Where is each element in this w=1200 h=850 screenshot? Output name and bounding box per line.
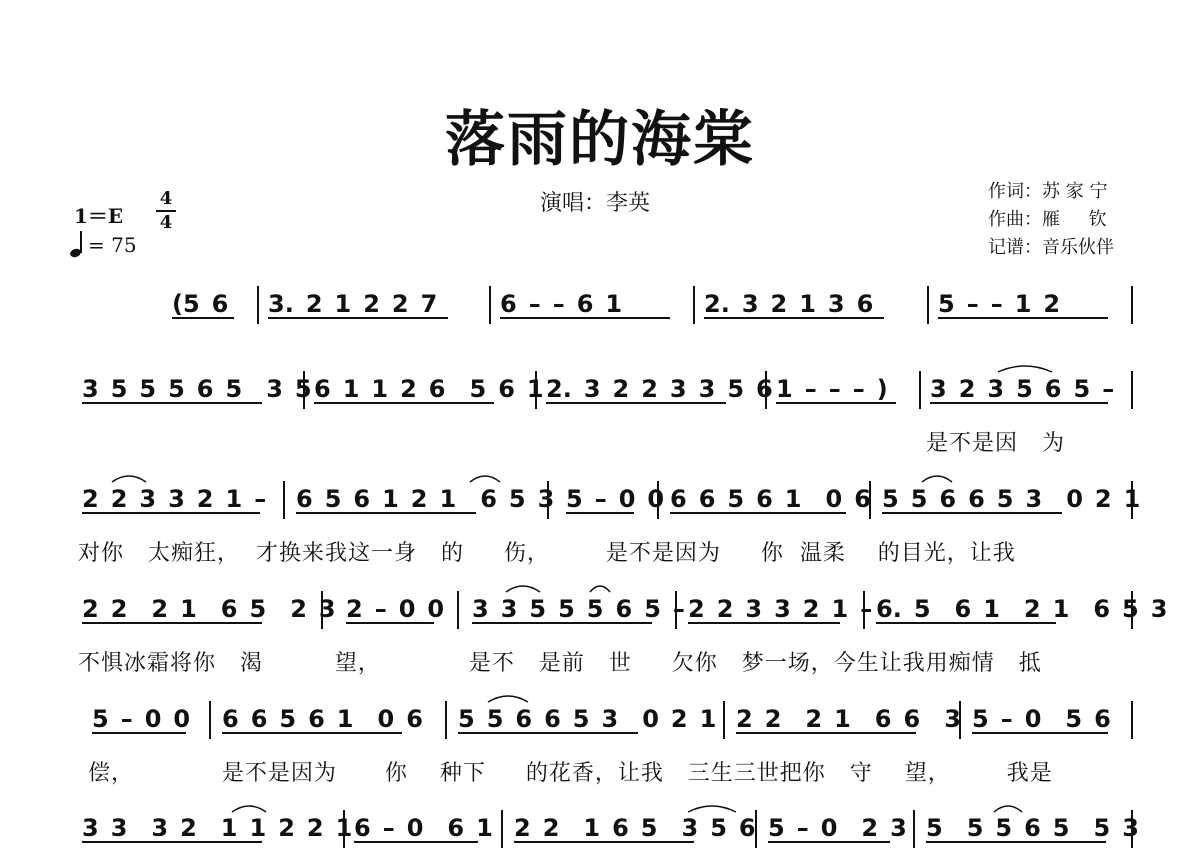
row4-measure-4: 2 2 3 3 2 1 – — [688, 595, 873, 623]
lyric-line-4: 不惧冰霜将你 渴 望， 是不 是前 世 欠你 梦一场，今生让我用痴情 抵 — [78, 651, 1042, 676]
slur-mark-7 — [488, 696, 528, 702]
row2-measure-5: 3 2 3 5 6 5 – — [930, 375, 1115, 403]
transcriber-credit: 记谱：音乐伙伴 — [988, 237, 1114, 258]
slur-mark-10 — [994, 806, 1022, 812]
tempo-value: = 75 — [88, 233, 137, 257]
row2-measure-1: 3 5 5 5 6 5 3 5 — [82, 375, 312, 403]
row1-measure-1: (5 6 — [172, 290, 229, 318]
row3-measure-4: 6 6 5 6 1 0 6 — [670, 485, 871, 513]
row4-measure-1: 2 2 2 1 6 5 2 3 — [82, 595, 336, 623]
lyric-line-5: 偿， 是不是因为 你 种下 的花香，让我 三生三世把你 守 望， 我是 — [88, 761, 1053, 786]
slur-mark-6 — [922, 476, 952, 482]
time-sig-bottom: 4 — [159, 212, 173, 233]
slur-mark-8 — [232, 806, 266, 812]
row4-measure-3: 3 3 5 5 5 6 5 – — [472, 595, 685, 623]
slur-mark-4 — [506, 586, 540, 592]
slur-mark-2 — [112, 476, 146, 482]
lyric-line-3: 对你 太痴狂， 才换来我这一身 的 伤， 是不是因为 你 温柔 的目光，让我 — [78, 541, 1016, 566]
row1-measure-5: 5 – – 1 2 — [938, 290, 1061, 318]
row5-measure-5: 5 – 0 5 6 — [972, 705, 1111, 733]
song-title: 落雨的海棠 — [445, 105, 755, 175]
slur-mark-1 — [998, 366, 1052, 372]
row1-measure-3: 6 – – 6 1 — [500, 290, 623, 318]
row3-measure-2: 6 5 6 1 2 1 6 5 3 — [296, 485, 555, 513]
row6-measure-1: 3 3 3 2 1 1 2 2 1 — [82, 814, 353, 842]
composer-credit: 作曲：雁 钦 — [988, 209, 1107, 230]
row4-measure-5: 6. 5 6 1 2 1 6 5 3 — [876, 595, 1168, 623]
row2-measure-4: 1 – – – ) — [776, 375, 888, 403]
row6-measure-4: 5 – 0 2 3 — [768, 814, 907, 842]
row2-measure-2: 6 1 1 2 6 5 6 1 — [314, 375, 544, 403]
row6-measure-2: 6 – 0 6 1 — [354, 814, 493, 842]
lyricist-credit: 作词：苏 家 宁 — [988, 181, 1108, 202]
row6-measure-3: 2 2 1 6 5 3 5 6 — [514, 814, 756, 842]
row6-measure-5: 5 5 5 6 5 5 3 — [926, 814, 1139, 842]
row5-measure-2: 6 6 5 6 1 0 6 — [222, 705, 423, 733]
slur-mark-5 — [590, 586, 610, 592]
slur-mark-9 — [688, 806, 736, 812]
row3-measure-3: 5 – 0 0 — [566, 485, 665, 513]
row4-measure-2: 2 – 0 0 — [346, 595, 445, 623]
row1-measure-2: 3. 2 1 2 2 7 — [268, 290, 438, 318]
row5-measure-3: 5 5 6 6 5 3 0 2 1 — [458, 705, 717, 733]
row1-measure-4: 2. 3 2 1 3 6 — [704, 290, 874, 318]
row3-measure-1: 2 2 3 3 2 1 – — [82, 485, 267, 513]
row5-measure-1: 5 – 0 0 — [92, 705, 191, 733]
row5-measure-4: 2 2 2 1 6 6 3 — [736, 705, 961, 733]
row3-measure-5: 5 5 6 6 5 3 0 2 1 — [882, 485, 1141, 513]
lyric-line-2: 是不是因 为 — [926, 431, 1065, 456]
key-signature: 1＝E — [74, 204, 124, 228]
time-sig-top: 4 — [159, 188, 173, 209]
slur-mark-3 — [470, 476, 500, 482]
singer-credit: 演唱：李英 — [540, 191, 651, 216]
row2-measure-3: 2. 3 2 2 3 3 5 6 — [546, 375, 773, 403]
